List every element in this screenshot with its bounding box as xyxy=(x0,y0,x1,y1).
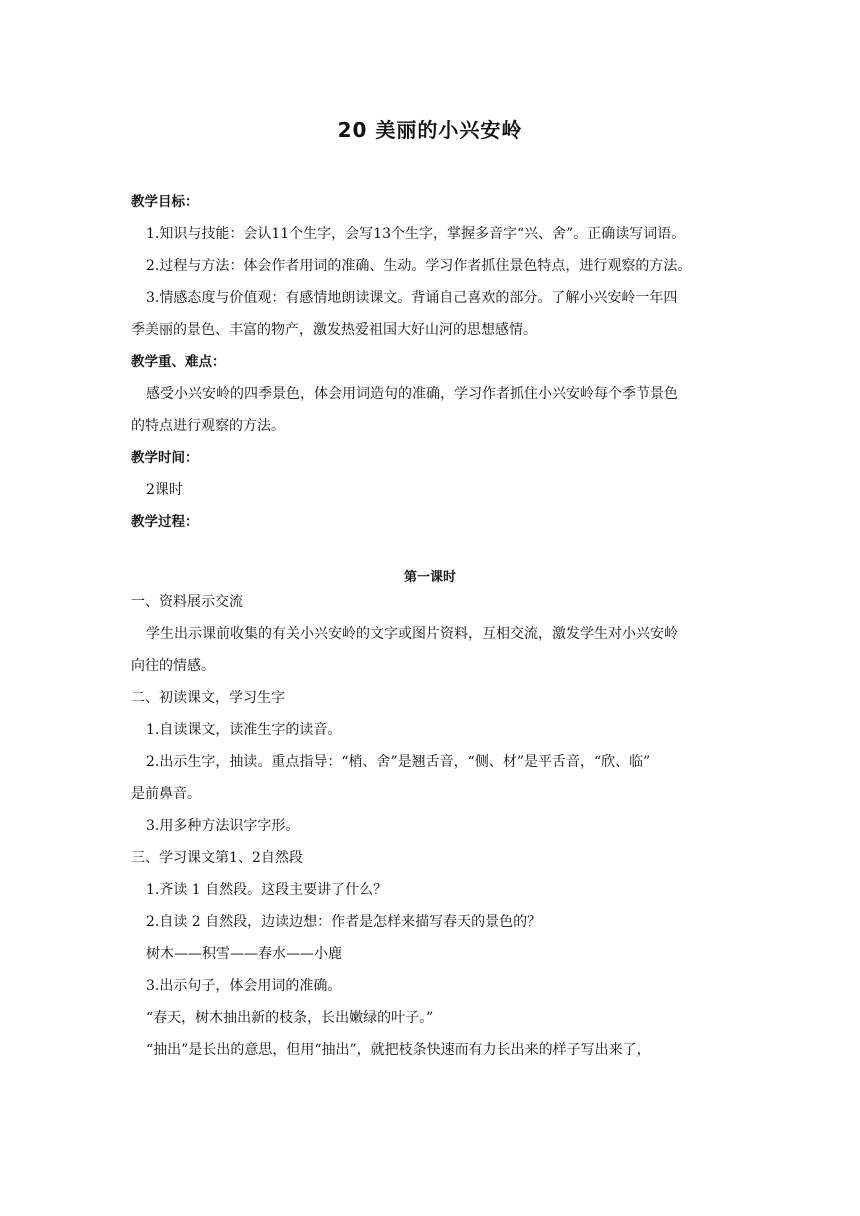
objective-item: 2.过程与方法：体会作者用词的准确、生动。学习作者抓住景色特点，进行观察的方法。 xyxy=(146,258,692,274)
process-line: 2.自读 2 自然段，边读边想：作者是怎样来描写春天的景色的？ xyxy=(146,914,542,930)
key-points-line-continued: 的特点进行观察的方法。 xyxy=(131,418,285,434)
process-line: 3.出示句子，体会用词的准确。 xyxy=(146,978,342,994)
quote-line: “春天，树木抽出新的枝条，长出嫩绿的叶子。” xyxy=(146,1010,434,1026)
time-value: 2课时 xyxy=(146,482,183,498)
process-line: 1.齐读 1 自然段。这段主要讲了什么？ xyxy=(146,882,388,898)
objectives-heading: 教学目标： xyxy=(131,194,199,210)
process-line: 树木——积雪——春水——小鹿 xyxy=(146,946,342,962)
process-heading-block xyxy=(131,506,731,538)
section-heading: 二、初读课文，学习生字 xyxy=(131,690,285,706)
process-line: 学生出示课前收集的有关小兴安岭的文字或图片资料，互相交流，激发学生对小兴安岭 xyxy=(146,626,678,642)
process-heading: 教学过程： xyxy=(131,514,199,530)
section-heading: 三、学习课文第1、2自然段 xyxy=(131,850,303,866)
key-points-section xyxy=(131,346,731,442)
objectives-section xyxy=(131,186,731,346)
section-heading: 一、资料展示交流 xyxy=(131,594,243,610)
page-title: 20 美丽的小兴安岭 xyxy=(337,118,523,142)
time-heading: 教学时间： xyxy=(131,450,199,466)
lesson-title: 第一课时 xyxy=(403,570,456,585)
process-line: 3.用多种方法识字字形。 xyxy=(146,818,300,834)
process-body xyxy=(131,586,731,1066)
objective-item: 3.情感态度与价值观：有感情地朗读课文。背诵自己喜欢的部分。了解小兴安岭一年四 xyxy=(146,290,678,306)
process-line-continued: 向往的情感。 xyxy=(131,658,215,674)
key-points-heading: 教学重、难点： xyxy=(131,354,226,370)
key-points-line: 感受小兴安岭的四季景色，体会用词造句的准确，学习作者抓住小兴安岭每个季节景色 xyxy=(146,386,678,402)
time-section xyxy=(131,442,731,506)
objective-item: 1.知识与技能：会认11个生字，会写13个生字，掌握多音字“兴、舍”。正确读写词语。 xyxy=(146,226,686,242)
process-line: 2.出示生字，抽读。重点指导：“梢、舍”是翘舌音，“侧、材”是平舌音，“欣、临” xyxy=(146,754,651,770)
objective-item-continued: 季美丽的景色、丰富的物产，激发热爱祖国大好山河的思想感情。 xyxy=(131,322,537,338)
process-line: 1.自读课文，读准生字的读音。 xyxy=(146,722,342,738)
process-line: “抽出”是长出的意思，但用“抽出”，就把枝条快速而有力长出来的样子写出来了， xyxy=(146,1042,651,1058)
process-line-continued: 是前鼻音。 xyxy=(131,786,201,802)
